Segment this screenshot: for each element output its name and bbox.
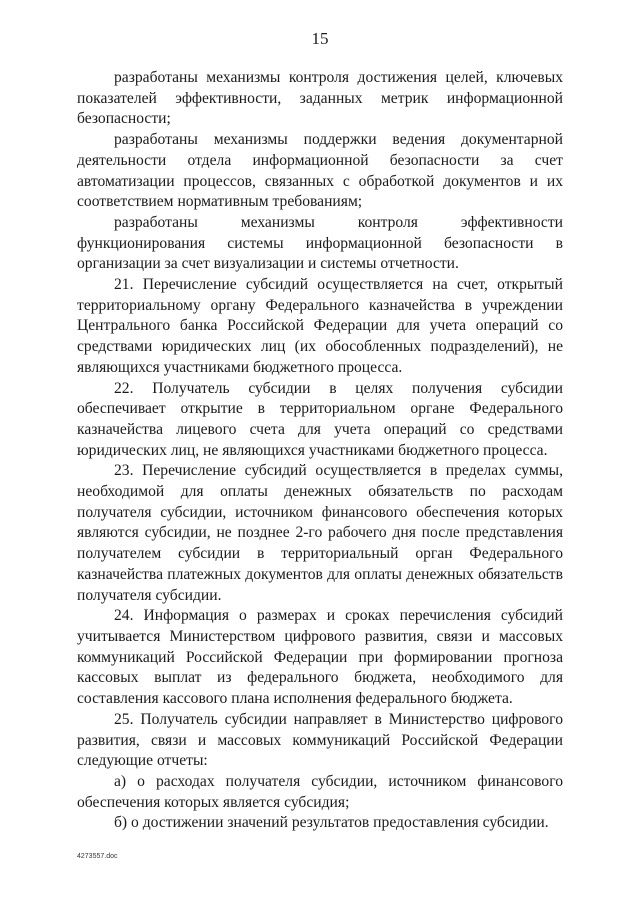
paragraph-24: 24. Информация о размерах и сроках перечисления субсидий учитывается Министерством цифрового развития, связи и массовых коммуникаций Российской Федерации при формировании прогноза кассовых выплат из федерального бюджета, необходимого для составления кассового плана исполнения федерального бюджета. — [77, 607, 563, 708]
paragraph-25: 25. Получатель субсидии направляет в Министерство цифрового развития, связи и массовых коммуникаций Российской Федерации следующие отчеты: — [77, 710, 563, 770]
file-code: 4273557.doc — [77, 853, 118, 860]
paragraph-efficiency-control: разработаны механизмы контроля эффективности функционирования системы информационной безопасности в организации за счет визуализации и системы отчетности. — [77, 213, 563, 273]
paragraph-25-b: б) о достижении значений результатов предоставления субсидии. — [114, 814, 549, 832]
paragraph-control-goals: разработаны механизмы контроля достижения целей, ключевых показателей эффективности, заданных метрик информационной безопасности; — [77, 69, 563, 128]
paragraph-22: 22. Получатель субсидии в целях получения субсидии обеспечивает открытие в территориальном органе Федерального казначейства лицевого счета для учета операций со средствами юридических лиц, не являющихся участниками бюджетного процесса. — [77, 379, 563, 459]
paragraph-document-support: разработаны механизмы поддержки ведения документарной деятельности отдела информационной безопасности за счет автоматизации процессов, связанных с обработкой документов и их соответствием нормативным требованиям; — [77, 131, 563, 211]
paragraph-23: 23. Перечисление субсидий осуществляется в пределах суммы, необходимой для оплаты денежных обязательств по расходам получателя субсидии, источником финансового обеспечения которых являются субсидии, не позднее 2-го рабочего дня после представления получателем субсидии в территориальный орган Федерального казначейства платежных документов для оплаты денежных обязательств получателя субсидии. — [77, 462, 563, 604]
document-body — [77, 68, 563, 834]
page-number: 15 — [311, 29, 329, 48]
paragraph-25-a: а) о расходах получателя субсидии, источником финансового обеспечения которых является субсидия; — [77, 772, 563, 811]
paragraph-21: 21. Перечисление субсидий осуществляется на счет, открытый территориальному органу Федерального казначейства в учреждении Центрального банка Российской Федерации для учета операций со средствами юридических лиц (их обособленных подразделений), не являющихся участниками бюджетного процесса. — [77, 276, 563, 376]
